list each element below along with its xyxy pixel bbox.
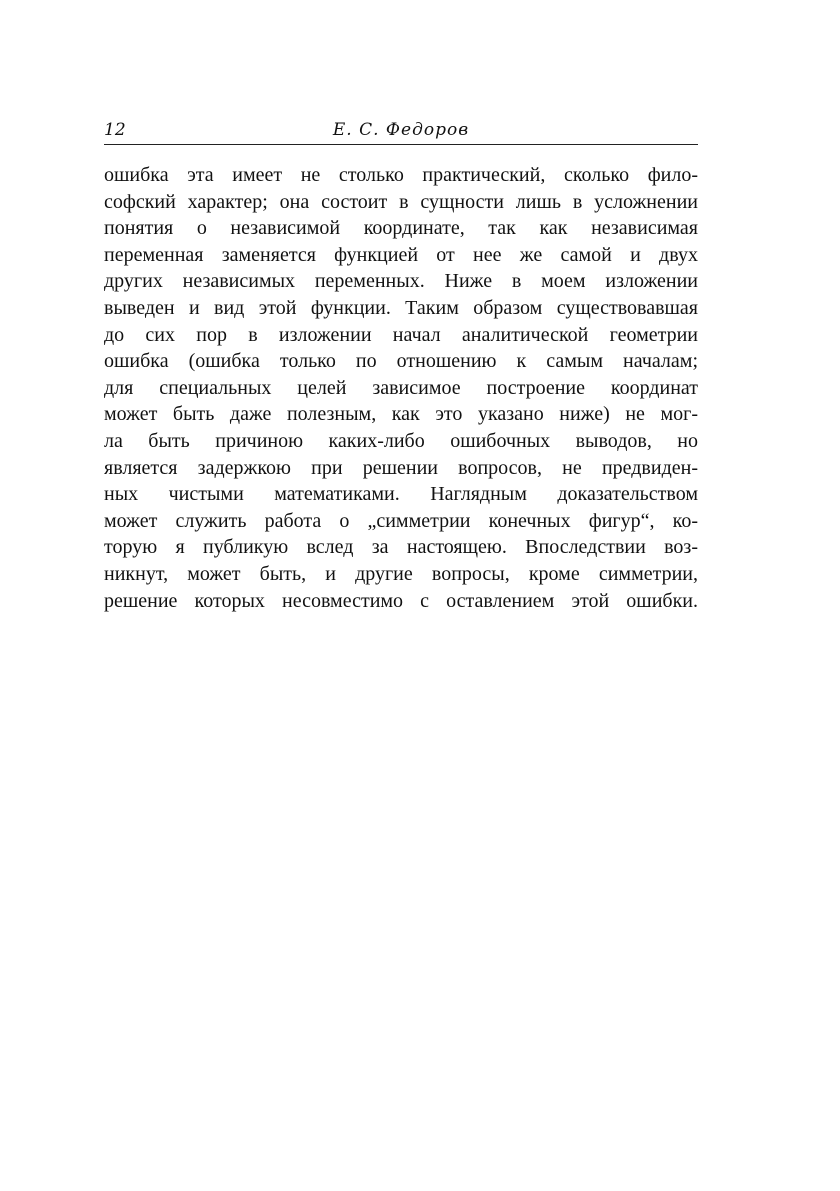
text-line: до сих пор в изложении начал аналитической геометрии bbox=[104, 323, 698, 346]
text-line: переменная заменяется функцией от нее же самой и двух bbox=[104, 243, 698, 266]
page-header bbox=[104, 118, 698, 142]
header-rule bbox=[104, 144, 698, 145]
text-line: торую я публикую вслед за настоящею. Впоследствии воз- bbox=[104, 536, 698, 559]
text-line: понятия о независимой координате, так как независимая bbox=[104, 217, 698, 240]
text-line: софский характер; она состоит в сущности лишь в усложнении bbox=[104, 190, 698, 213]
text-line: решение которых несовместимо с оставлением этой ошибки. bbox=[104, 589, 698, 612]
text-line: выведен и вид этой функции. Таким образом существовавшая bbox=[104, 296, 698, 319]
text-line: ла быть причиною каких-либо ошибочных выводов, но bbox=[104, 429, 698, 452]
text-line: может служить работа о „симметрии конечных фигур“, ко- bbox=[104, 509, 698, 532]
text-line: ных чистыми математиками. Наглядным доказательством bbox=[104, 483, 698, 506]
body-paragraph bbox=[104, 162, 698, 614]
text-line: ошибка эта имеет не столько практический, сколько фило- bbox=[104, 164, 698, 186]
text-line: может быть даже полезным, как это указано ниже) не мог- bbox=[104, 403, 698, 426]
text-line: является задержкою при решении вопросов, не предвиден- bbox=[104, 456, 698, 479]
text-line: для специальных целей зависимое построение координат bbox=[104, 376, 698, 399]
text-line: ошибка (ошибка только по отношению к самым началам; bbox=[104, 350, 698, 373]
text-line: никнут, может быть, и другие вопросы, кроме симметрии, bbox=[104, 562, 698, 585]
running-head-author: Е. С. Федоров bbox=[332, 120, 470, 140]
text-line: других независимых переменных. Ниже в моем изложении bbox=[104, 270, 698, 293]
page-number: 12 bbox=[104, 120, 126, 140]
